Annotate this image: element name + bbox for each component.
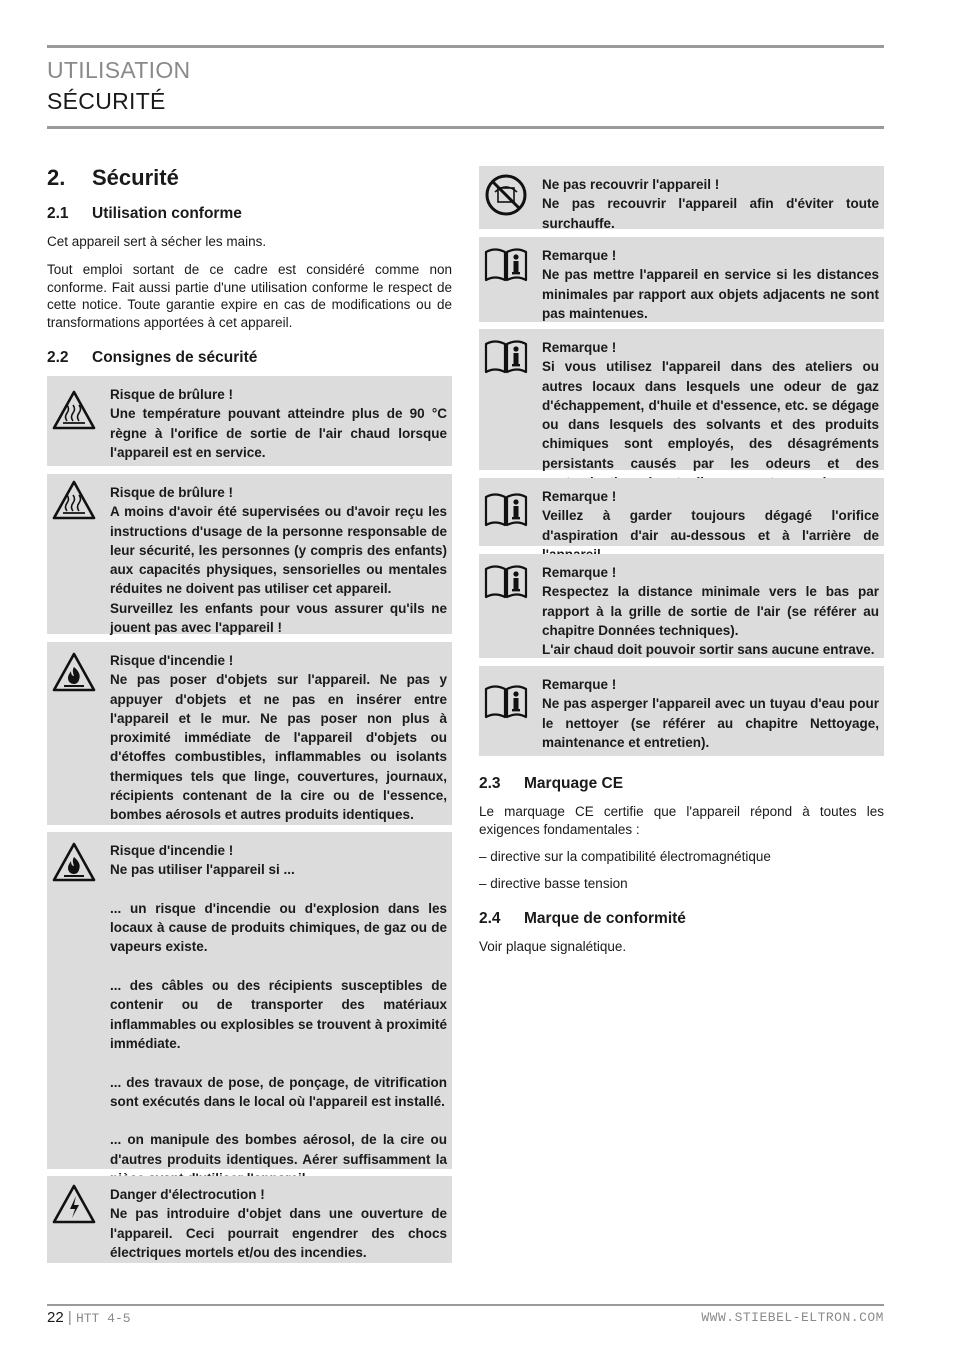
subsection-2-4-heading — [479, 910, 686, 928]
subsection-number: 2.3 — [479, 775, 501, 792]
subsection-title: Marquage CE — [524, 775, 624, 792]
hot-surface-warning-icon — [51, 388, 97, 434]
electric-shock-warning-icon — [51, 1182, 97, 1228]
section-heading — [47, 165, 179, 191]
subsection-number: 2.1 — [47, 205, 69, 222]
notice-text — [110, 651, 447, 825]
notice-title: Remarque ! — [542, 565, 617, 580]
notice-line: Si vous utilisez l'appareil dans des ateliers ou autres locaux dans lesquels une odeur de gaz d'échappement, d'huile et d'essence, etc. se dégage ou dans lesquels des solvants et des produits chimiques sont employés, des désagréments persistants causés par les odeurs et des — [542, 359, 879, 471]
notice-line: Une température pouvant atteindre plus de 90 °C règne à l'orifice de sortie de l'air chaud lorsque l'appareil est en service. — [110, 406, 447, 460]
safety-notice-box — [47, 376, 452, 466]
notice-title: Remarque ! — [542, 248, 617, 263]
notice-line: ... on manipule des bombes aérosol, de la cire ou d'autres produits identiques. Aérer suffisamment la — [110, 1132, 447, 1167]
notice-text — [542, 675, 879, 752]
section-title: Sécurité — [92, 165, 179, 190]
notice-line: Respectez la distance minimale vers le bas par rapport à la grille de sortie de l'air (se référer au chapitre Données techniques). — [542, 584, 879, 638]
paragraph: Le marquage CE certifie que l'appareil répond à toutes les exigences fondamentales : — [479, 804, 884, 837]
safety-notice-box — [47, 642, 452, 825]
safety-notice-box — [479, 329, 884, 470]
notice-line: ... des câbles ou des récipients susceptibles de contenir ou de transporter des matériaux inflammables ou explosibles se trouvent à proximité immédiate. — [110, 978, 447, 1051]
fire-warning-icon — [51, 650, 97, 696]
notice-text — [542, 487, 879, 564]
notice-text — [110, 841, 447, 1188]
hot-surface-warning-icon — [51, 478, 97, 524]
safety-notice-box — [479, 237, 884, 322]
notice-title: Risque d'incendie ! — [110, 843, 234, 858]
notice-title: Risque de brûlure ! — [110, 387, 234, 402]
read-manual-info-icon — [483, 241, 529, 287]
section-number: 2. — [47, 165, 66, 190]
notice-title: Risque de brûlure ! — [110, 485, 234, 500]
notice-line: A moins d'avoir été supervisées ou d'avoir reçu les instructions d'usage de la personne responsable de leur sécurité, les personnes (y compris des enfants) aux capacités physiques, sensorielles ou mentales réduites ne doivent pas utiliser cet appareil. — [110, 504, 447, 597]
subsection-2-1-heading — [47, 205, 242, 223]
notice-title: Remarque ! — [542, 340, 617, 355]
notice-title: Risque d'incendie ! — [110, 653, 234, 668]
paragraph: Tout emploi sortant de ce cadre est considéré comme non conforme. Fait aussi partie d'une utilisation conforme le respect de cette notice. Toute garantie expire en cas de modifications ou de transformations apportées à cet appareil. — [47, 262, 452, 330]
safety-notice-box — [47, 832, 452, 1169]
notice-text — [542, 563, 879, 659]
read-manual-info-icon — [483, 558, 529, 604]
notice-line: Ne pas mettre l'appareil en service si les distances minimales par rapport aux objets adjacents ne sont pas maintenues. — [542, 267, 879, 321]
list-item: – directive basse tension — [479, 876, 628, 891]
website-link[interactable]: WWW.STIEBEL-ELTRON.COM — [701, 1310, 884, 1325]
subsection-2-3-heading — [479, 775, 623, 793]
header-top-rule — [47, 45, 884, 48]
safety-notice-box — [47, 474, 452, 634]
footer-separator: | — [67, 1309, 72, 1326]
header-section: UTILISATION — [47, 57, 191, 83]
page-number: 22 — [47, 1309, 64, 1326]
notice-line: Surveillez les enfants pour vous assurer qu'ils ne jouent pas avec l'appareil ! — [110, 600, 447, 636]
notice-line: Ne pas introduire d'objet dans une ouverture de l'appareil. Ceci pourrait engendrer des chocs électriques mortels et/ou des incendies. — [110, 1206, 447, 1260]
notice-title: Ne pas recouvrir l'appareil ! — [542, 177, 720, 192]
notice-text — [110, 1185, 447, 1262]
notice-title: Remarque ! — [542, 677, 617, 692]
notice-line: ... des travaux de pose, de ponçage, de vitrification sont exécutés dans le local où l'appareil est installé. — [110, 1074, 447, 1109]
safety-notice-box — [479, 478, 884, 546]
safety-notice-box — [479, 554, 884, 658]
notice-line: Ne pas recouvrir l'appareil afin d'éviter toute surchauffe. — [542, 196, 879, 231]
model-name: HTT 4-5 — [75, 1311, 131, 1326]
notice-line — [110, 1111, 447, 1130]
notice-line: Ne pas utiliser l'appareil si ... — [110, 862, 295, 878]
paragraph: Cet appareil sert à sécher les mains. — [47, 234, 267, 249]
subsection-title: Marque de conformité — [524, 910, 686, 927]
subsection-number: 2.4 — [479, 910, 501, 927]
notice-line: ... un risque d'incendie ou d'explosion dans les locaux à cause de produits chimiques, de gaz ou de vapeurs existe. — [110, 900, 447, 955]
header-bottom-rule — [47, 126, 884, 129]
footer-rule — [47, 1304, 884, 1306]
notice-line: Veillez à garder toujours dégagé l'orifice d'aspiration d'air au-dessous et à l'arrière de — [542, 508, 879, 543]
notice-text — [110, 385, 447, 462]
notice-title: Remarque ! — [542, 489, 617, 504]
subsection-title: Utilisation conforme — [92, 205, 242, 222]
footer-page-info — [47, 1309, 131, 1326]
notice-title: Danger d'électrocution ! — [110, 1187, 265, 1202]
read-manual-info-icon — [483, 486, 529, 532]
subsection-number: 2.2 — [47, 349, 69, 366]
do-not-cover-icon — [483, 172, 529, 218]
paragraph: Voir plaque signalétique. — [479, 939, 627, 954]
safety-notice-box — [479, 666, 884, 756]
notice-text — [542, 246, 879, 323]
notice-line — [110, 957, 447, 976]
safety-notice-box — [479, 166, 884, 229]
fire-warning-icon — [51, 840, 97, 886]
notice-line — [110, 880, 447, 899]
read-manual-info-icon — [483, 678, 529, 724]
notice-text — [110, 483, 447, 637]
notice-text — [542, 338, 879, 492]
notice-line: Ne pas poser d'objets sur l'appareil. Ne pas y appuyer d'objets et ne pas en insérer entre l'appareil et le mur. Ne pas poser non plus à proximité immédiate de l'appareil d'objets ou d'étoffes combustibles, inflammables ou isolants thermiques tels que linge, couvertures, journaux, récipients contenant de la cire ou de l'essence, bombes aérosols et autres produits identiques. — [110, 672, 447, 823]
notice-line: L'air chaud doit pouvoir sortir sans aucune entrave. — [542, 642, 875, 658]
read-manual-info-icon — [483, 333, 529, 379]
notice-text — [542, 175, 879, 233]
header-subsection: SÉCURITÉ — [47, 88, 166, 114]
notice-line: Ne pas asperger l'appareil avec un tuyau d'eau pour le nettoyer (se référer au chapitre Nettoyage, maintenance et entretien). — [542, 696, 879, 750]
list-item: – directive sur la compatibilité électromagnétique — [479, 849, 771, 864]
subsection-2-2-heading — [47, 349, 257, 367]
safety-notice-box — [47, 1176, 452, 1263]
subsection-title: Consignes de sécurité — [92, 349, 258, 366]
notice-line — [110, 1053, 447, 1072]
